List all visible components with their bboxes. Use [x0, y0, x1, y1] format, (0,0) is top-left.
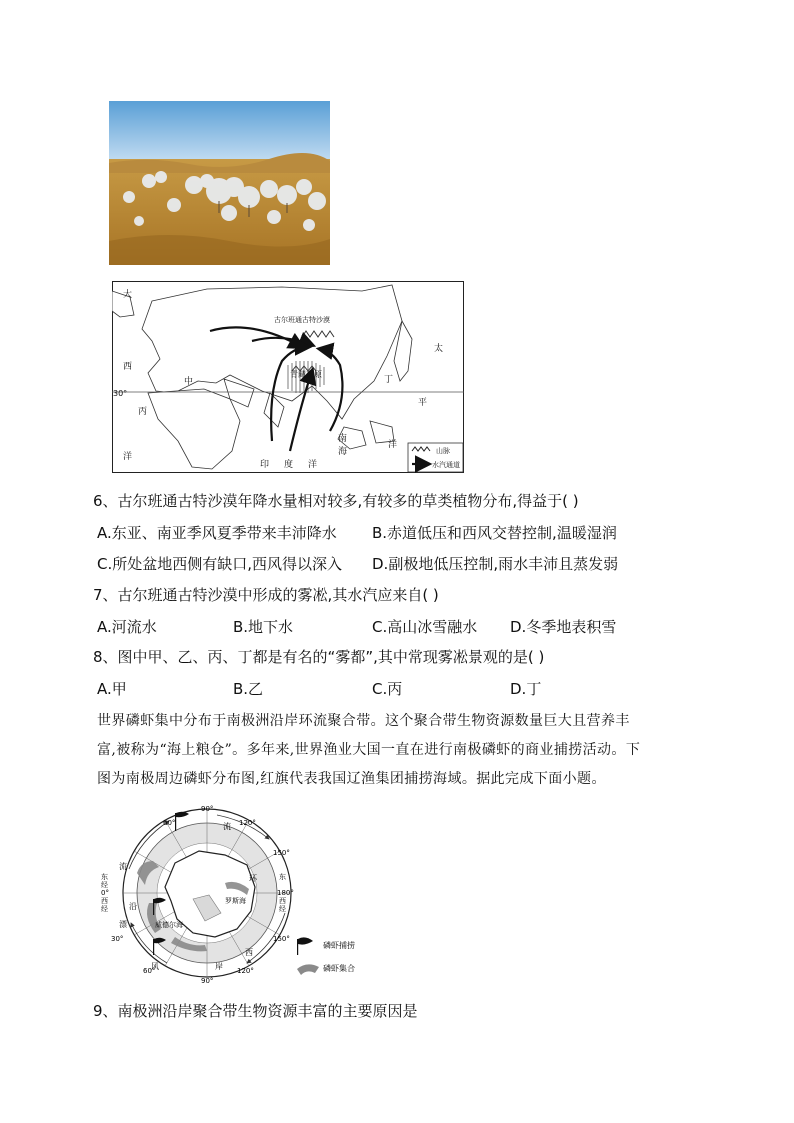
deg-90-bottom: 90° — [201, 977, 214, 983]
left-west-1: 西 — [101, 897, 108, 905]
q8-option-a[interactable]: A.甲 — [97, 680, 127, 698]
label-du: 度 — [284, 460, 294, 470]
antarctic-krill-map — [97, 803, 367, 983]
q6-stem: 6、古尔班通古特沙漠年降水量相对较多,有较多的草类植物分布,得益于( ) — [93, 492, 579, 510]
deg-60-bl: 60° — [143, 967, 156, 975]
label-yang-bottom: 洋 — [308, 460, 318, 470]
label-an: 岸 — [215, 962, 223, 971]
q7-stem: 7、古尔班通古特沙漠中形成的雾凇,其水汽应来自( ) — [93, 586, 439, 604]
q7-option-d[interactable]: D.冬季地表积雪 — [510, 618, 617, 636]
label-feng: 风 — [151, 962, 159, 971]
right-west: 西 — [279, 897, 286, 905]
label-huan: 环 — [249, 874, 257, 883]
right-jing: 经 — [279, 905, 286, 913]
right-180: 180° — [277, 889, 294, 897]
vapor-channel-map — [112, 281, 464, 473]
left-east-1: 东 — [101, 873, 108, 881]
label-yang-right: 洋 — [388, 440, 398, 450]
label-hai: 海 — [338, 447, 348, 457]
q7-option-c[interactable]: C.高山冰雪融水 — [372, 618, 478, 636]
label-liu-left: 流 — [119, 862, 127, 871]
antarctic-krill-map-svg — [97, 803, 367, 983]
q6-option-a[interactable]: A.东亚、南亚季风夏季带来丰沛降水 — [97, 524, 337, 542]
label-30: 30° — [113, 389, 128, 398]
label-zhong: 中 — [184, 377, 194, 387]
label-liu-top: 流 — [223, 822, 231, 831]
label-xi: 西 — [123, 362, 133, 372]
label-xi2: 西 — [245, 948, 253, 957]
label-luosi: 罗斯海 — [225, 897, 246, 905]
q6-option-d[interactable]: D.副极地低压控制,雨水丰沛且蒸发弱 — [372, 555, 619, 573]
label-desert: 古尔班通古特沙漠 — [274, 316, 330, 324]
label-nan: 南 — [338, 434, 348, 444]
q8-stem: 8、图中甲、乙、丙、丁都是有名的“雾都”,其中常现雾凇景观的是( ) — [93, 648, 545, 666]
deg-30-l: 30° — [111, 935, 124, 943]
label-piao: 漂 — [119, 920, 127, 929]
q7-option-a[interactable]: A.河流水 — [97, 618, 157, 636]
q8-option-b[interactable]: B.乙 — [233, 680, 264, 698]
q6-option-c[interactable]: C.所处盆地西侧有缺口,西风得以深入 — [97, 555, 343, 573]
label-bing: 丙 — [138, 407, 148, 417]
deg-150-r: 150° — [273, 849, 290, 857]
deg-120-tr: 120° — [239, 819, 256, 827]
deg-60-tl: 60° — [163, 819, 176, 827]
label-weddell: 威德尔海 — [155, 921, 183, 929]
label-da-left: 大 — [123, 290, 133, 300]
left-0: 0° — [101, 889, 109, 897]
passage-line-3: 图为南极周边磷虾分布图,红旗代表我国辽渔集团捕捞海域。据此完成下面小题。 — [97, 771, 606, 787]
krill-passage — [97, 707, 707, 794]
rime-desert-photo — [109, 101, 330, 265]
q8-option-c[interactable]: C.丙 — [372, 680, 403, 698]
label-ping: 平 — [418, 398, 428, 408]
label-yan: 沿 — [129, 902, 137, 911]
rime-desert-illustration — [109, 101, 330, 265]
deg-150-br: 150° — [273, 935, 290, 943]
q7-option-b[interactable]: B.地下水 — [233, 618, 294, 636]
label-ding: 丁 — [384, 375, 394, 385]
label-tai: 太 — [434, 344, 444, 354]
left-west-2: 经 — [101, 905, 108, 913]
deg-120-br: 120° — [237, 967, 254, 975]
legend-fishing: 磷虾捕捞 — [323, 941, 355, 950]
deg-90-top: 90° — [201, 805, 214, 813]
vapor-channel-map-svg — [112, 281, 464, 473]
right-east: 东 — [279, 873, 286, 881]
q6-option-b[interactable]: B.赤道低压和西风交替控制,温暖湿润 — [372, 524, 617, 542]
legend-vapor-label: 水汽通道 — [432, 461, 460, 469]
left-east-2: 经 — [101, 881, 108, 889]
passage-line-1: 世界磷虾集中分布于南极洲沿岸环流聚合带。这个聚合带生物资源数量巨大且营养丰 — [97, 713, 630, 729]
label-yin: 印 — [260, 460, 270, 470]
legend-gather: 磷虾集合 — [323, 964, 355, 973]
label-plateau: 青藏高原 — [290, 370, 322, 379]
label-yang-left: 洋 — [123, 452, 133, 462]
legend-mountain-label: 山脉 — [436, 447, 450, 455]
q8-option-d[interactable]: D.丁 — [510, 680, 542, 698]
passage-line-2: 富,被称为“海上粮仓”。多年来,世界渔业大国一直在进行南极磷虾的商业捕捞活动。下 — [97, 742, 641, 758]
q9-stem: 9、南极洲沿岸聚合带生物资源丰富的主要原因是 — [93, 1002, 418, 1020]
